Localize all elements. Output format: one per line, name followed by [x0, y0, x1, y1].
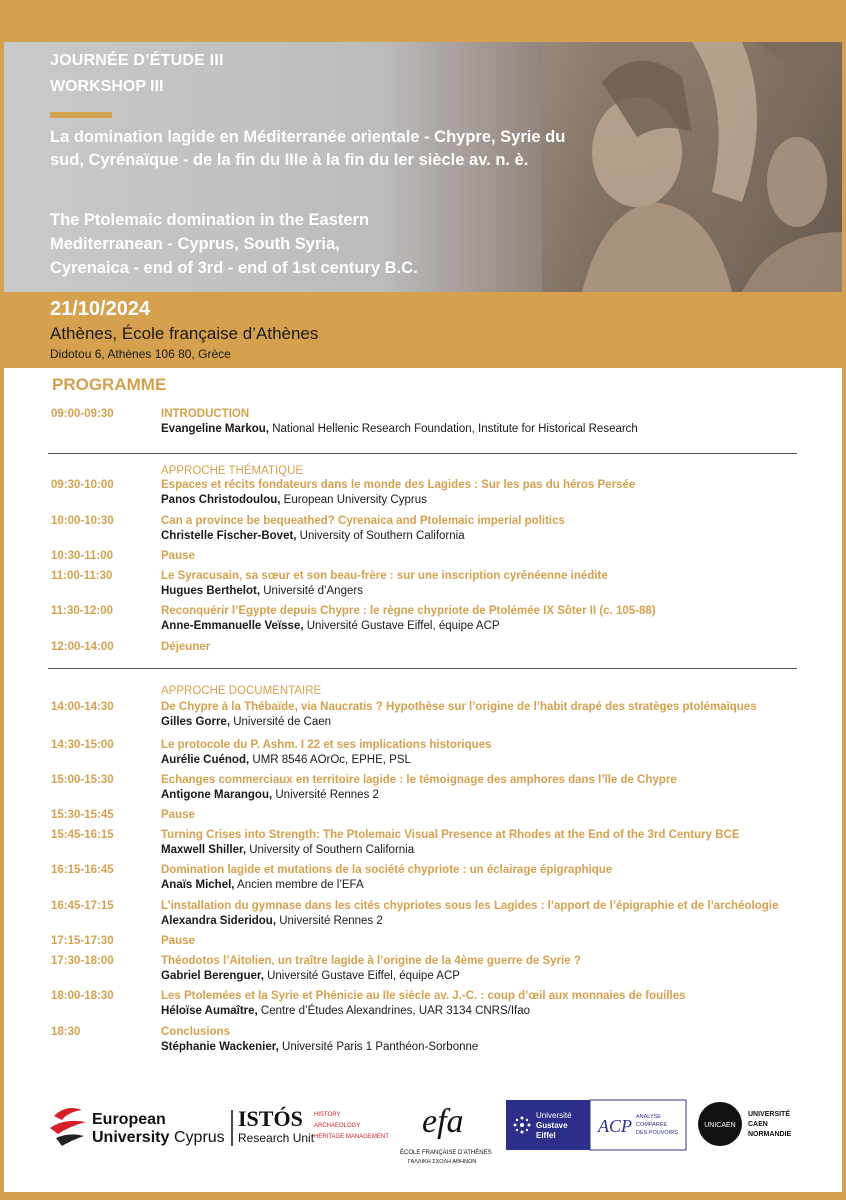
acp-line2: COMPARÉE [636, 1122, 668, 1128]
session-time: 16:15-16:45 [51, 864, 114, 876]
session-speaker [161, 585, 363, 597]
euc-line3: Cyprus [174, 1129, 225, 1146]
session-title: Reconquérir l’Egypte depuis Chypre : le règne chypriote de Ptolémée IX Sôter II (c. 105-88) [161, 605, 656, 617]
english-title-line3: Cyrenaica - end of 3rd - end of 1st century B.C. [50, 259, 418, 277]
speaker-affiliation: Université de Caen [230, 716, 332, 728]
speaker-affiliation: University of Southern California [246, 844, 415, 856]
speaker-affiliation: European University Cyprus [280, 494, 427, 506]
section-heading-documentaire: APPROCHE DOCUMENTAIRE [161, 685, 322, 697]
istos-tag-2: ARCHAEOLOGY [314, 1123, 361, 1129]
session-time: 14:30-15:00 [51, 739, 114, 751]
event-address: Didotou 6, Athènes 106 80, Grèce [50, 347, 231, 361]
speaker-affiliation: Centre d’Études Alexandrines, UAR 3134 CNRS/Ifao [257, 1005, 531, 1017]
event-place: Athènes, École française d’Athènes [50, 324, 319, 343]
session-title: Echanges commerciaux en territoire lagide : le témoignage des amphores dans l’île de Chypre [161, 774, 677, 786]
session-time: 17:30-18:00 [51, 955, 114, 967]
session-time: 09:00-09:30 [51, 408, 114, 420]
speaker-name: Gilles Gorre, [161, 716, 231, 728]
session-time: 15:30-15:45 [51, 809, 114, 821]
acp-line1: ANALYSE [636, 1114, 661, 1120]
speaker-name: Aurélie Cuénod, [161, 754, 250, 766]
title-rule [50, 112, 112, 118]
istos-sub: Research Unit [238, 1131, 315, 1145]
session-time: 15:45-16:15 [51, 829, 114, 841]
workshop-title-en: WORKSHOP III [50, 78, 164, 95]
session-title: Pause [161, 935, 195, 947]
speaker-affiliation: Université Paris 1 Panthéon-Sorbonne [278, 1041, 479, 1053]
session-speaker [161, 1041, 478, 1053]
session-speaker [161, 754, 411, 766]
speaker-affiliation: Ancien membre de l’EFA [234, 879, 364, 891]
session-speaker [161, 530, 465, 542]
istos-name: ISTÓS [238, 1106, 303, 1131]
poster-page [4, 42, 842, 1192]
session-title: INTRODUCTION [161, 408, 250, 420]
session-time: 12:00-14:00 [51, 641, 114, 653]
bottom-strip [0, 1192, 846, 1200]
speaker-affiliation: Université d’Angers [260, 585, 363, 597]
uge-acp-logo [506, 1100, 686, 1150]
speaker-affiliation: Université Rennes 2 [272, 789, 379, 801]
speaker-name: Maxwell Shiller, [161, 844, 247, 856]
session-time: 11:00-11:30 [51, 570, 113, 582]
uge-line3: Eiffel [536, 1131, 556, 1140]
session-title: Les Ptolemées et la Syrie et Phénicie au IIe siècle av. J.-C. : coup d’œil aux monnaies de fouilles [161, 990, 686, 1002]
date-band [4, 292, 842, 368]
section-divider [48, 453, 797, 454]
uge-line1: Université [536, 1111, 572, 1120]
speaker-name: Anne-Emmanuelle Veïsse, [161, 620, 304, 632]
english-title-line1: The Ptolemaic domination in the Eastern [50, 211, 370, 229]
uge-line2: Gustave [536, 1121, 568, 1130]
efa-name: ÉCOLE FRANÇAISE D’ATHÈNES [400, 1150, 492, 1156]
french-title: La domination lagide en Méditerranée orientale - Chypre, Syrie du sud, Cyrénaïque - de la fin du IIIe à la fin du Ier siècle av. n. è. [50, 128, 566, 169]
speaker-name: Anaïs Michel, [161, 879, 235, 891]
unicaen-line1: UNIVERSITÉ [748, 1111, 791, 1118]
efa-mark: efa [422, 1103, 464, 1140]
session-time: 15:00-15:30 [51, 774, 114, 786]
programme-heading: PROGRAMME [52, 375, 167, 394]
session-time: 18:00-18:30 [51, 990, 114, 1002]
efa-greek: ΓΑΛΛΙΚΗ ΣΧΟΛΗ ΑΘΗΝΩΝ [408, 1159, 477, 1165]
speaker-name: Stéphanie Wackenier, [161, 1041, 279, 1053]
speaker-affiliation: UMR 8546 AOrOc, EPHE, PSL [249, 754, 411, 766]
speaker-name: Gabriel Berenguer, [161, 970, 264, 982]
istos-tag-3: HERITAGE MANAGEMENT [314, 1134, 389, 1140]
egyptian-relief-image [542, 42, 842, 292]
session-title: Déjeuner [161, 641, 211, 653]
session-title: Domination lagide et mutations de la société chypriote : un éclairage épigraphique [161, 864, 613, 876]
speaker-affiliation: Université Gustave Eiffel, équipe ACP [303, 620, 500, 632]
session-title: Le Syracusain, sa sœur et son beau-frère : sur une inscription cyrénéenne inédite [161, 570, 608, 582]
session-speaker [161, 1005, 530, 1017]
session-time: 10:30-11:00 [51, 550, 114, 562]
session-speaker [161, 789, 379, 801]
euc-line1: European [92, 1111, 166, 1128]
unicaen-logo [698, 1102, 791, 1146]
unicaen-mark: UNICAEN [704, 1122, 736, 1129]
session-speaker [161, 844, 414, 856]
session-speaker [161, 970, 460, 982]
speaker-name: Héloïse Aumaître, [161, 1005, 258, 1017]
session-title: De Chypre à la Thébaïde, via Naucratis ? Hypothèse sur l’origine de l’habit drapé des stratèges ptolémaïques [161, 701, 757, 713]
session-title: Pause [161, 550, 195, 562]
unicaen-line2: CAEN [748, 1121, 768, 1128]
session-title: Le protocole du P. Ashm. I 22 et ses implications historiques [161, 739, 492, 751]
session-speaker [161, 915, 383, 927]
efa-logo [400, 1103, 492, 1165]
session-speaker [161, 716, 331, 728]
unicaen-line3: NORMANDIE [748, 1131, 792, 1138]
english-title [50, 208, 570, 280]
speaker-name: Alexandra Sideridou, [161, 915, 277, 927]
speaker-name: Panos Christodoulou, [161, 494, 281, 506]
speaker-name: Evangeline Markou, [161, 423, 270, 435]
session-title: Espaces et récits fondateurs dans le monde des Lagides : Sur les pas du héros Persée [161, 479, 636, 491]
session-title: Can a province be bequeathed? Cyrenaica and Ptolemaic imperial politics [161, 515, 565, 527]
partner-logos [4, 1082, 842, 1172]
session-title: Pause [161, 809, 195, 821]
header-banner [4, 42, 842, 292]
euc-icon [54, 1108, 82, 1120]
acp-mark: ACP [598, 1116, 632, 1136]
speaker-affiliation: National Hellenic Research Foundation, Institute for Historical Research [269, 423, 638, 435]
session-time: 09:30-10:00 [51, 479, 114, 491]
euc-logo [50, 1108, 225, 1146]
section-divider [48, 668, 797, 669]
speaker-name: Hugues Berthelot, [161, 585, 261, 597]
section-heading-thematique: APPROCHE THÉMATIQUE [161, 465, 304, 477]
session-speaker [161, 879, 364, 891]
session-title: Turning Crises into Strength: The Ptolemaic Visual Presence at Rhodes at the End of the 3rd Century BCE [161, 829, 740, 841]
speaker-affiliation: Université Gustave Eiffel, équipe ACP [263, 970, 460, 982]
session-time: 11:30-12:00 [51, 605, 114, 617]
speaker-name: Antigone Marangou, [161, 789, 273, 801]
session-title: Conclusions [161, 1026, 231, 1038]
session-speaker [161, 620, 500, 632]
istos-tag-1: HISTORY [314, 1112, 341, 1118]
session-time: 14:00-14:30 [51, 701, 114, 713]
speaker-affiliation: University of Southern California [296, 530, 465, 542]
speaker-affiliation: Université Rennes 2 [276, 915, 383, 927]
english-title-line2: Mediterranean - Cyprus, South Syria, [50, 235, 340, 253]
acp-line3: DES POUVOIRS [636, 1130, 678, 1136]
workshop-title-fr: JOURNÉE D’ÉTUDE III [50, 52, 224, 69]
session-time: 17:15-17:30 [51, 935, 114, 947]
session-title: L’installation du gymnase dans les cités chypriotes sous les Lagides : l’apport de l’épigraphie et de l’archéologie [161, 900, 779, 912]
session-time: 16:45-17:15 [51, 900, 114, 912]
session-speaker [161, 494, 427, 506]
session-time: 10:00-10:30 [51, 515, 114, 527]
istos-logo [238, 1106, 389, 1145]
session-title: Théodotos l’Aitolien, un traître lagide à l’origine de la 4ème guerre de Syrie ? [161, 955, 581, 967]
session-speaker [161, 423, 638, 435]
session-time: 18:30 [51, 1026, 81, 1038]
speaker-name: Christelle Fischer-Bovet, [161, 530, 297, 542]
logos-svg [4, 1082, 842, 1172]
euc-line2: University [92, 1129, 170, 1146]
event-date: 21/10/2024 [50, 298, 151, 320]
